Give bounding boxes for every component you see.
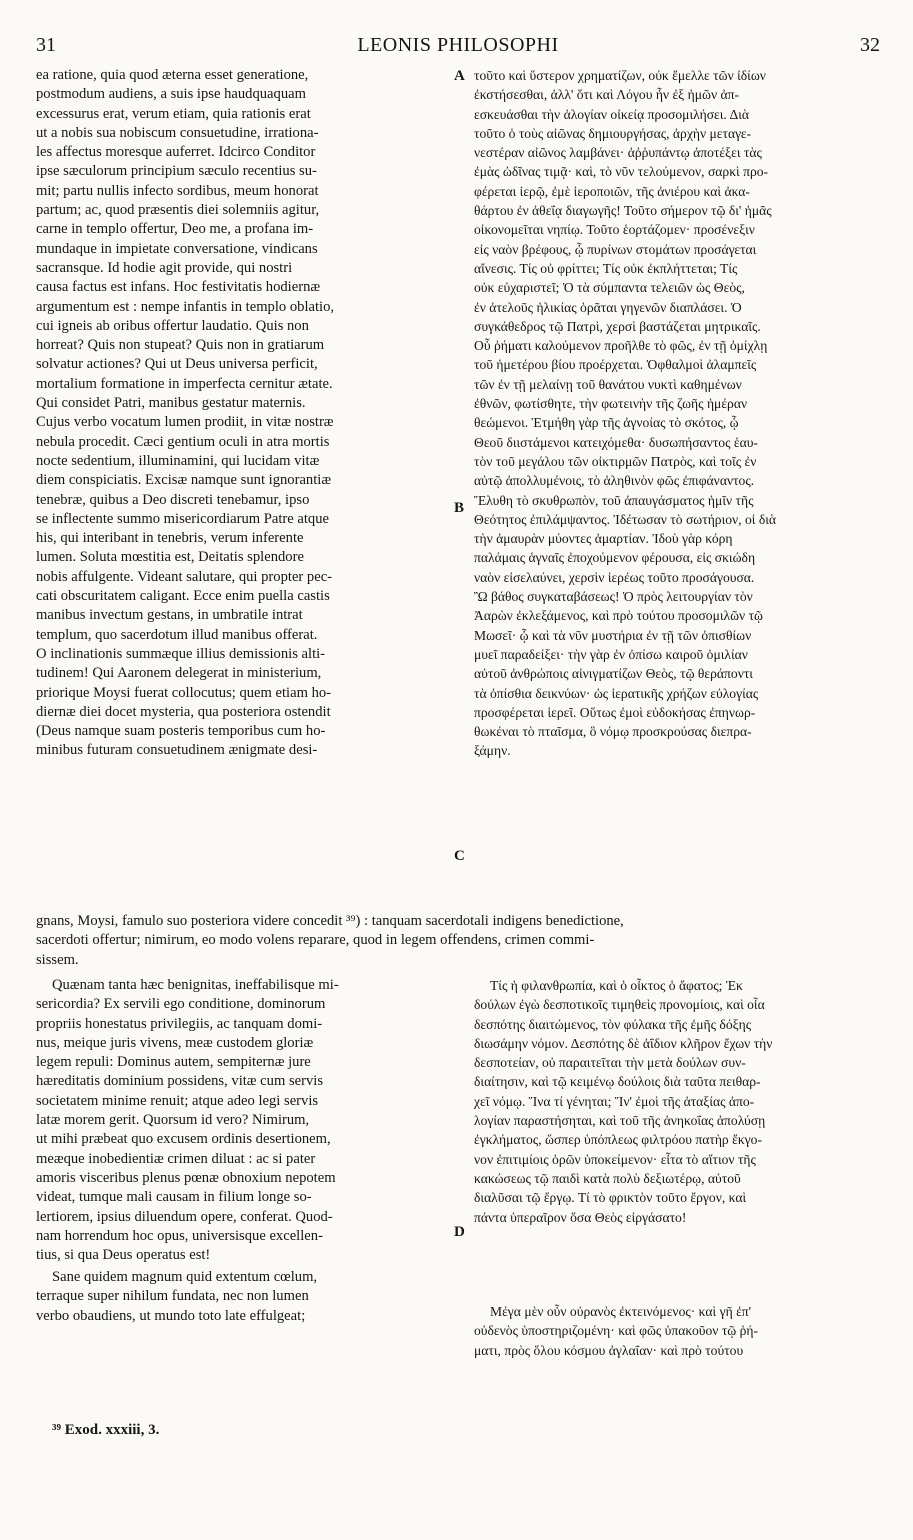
text-line: templum, quo sacerdotum illud manibus offerat. [36,626,318,643]
greek-column-top [474,66,880,761]
text-line: sericordia? Ex servili ego conditione, dominorum [36,996,326,1013]
text-line: δεσποτείαν, οὐ παραιτεῖται τὴν μετὰ δούλων συν- [474,1055,746,1071]
text-line: nocte sedentium, illuminamini, qui lucidam vitæ [36,452,320,469]
text-line: tius, si qua Deus operatus est! [36,1247,211,1264]
text-line: θεώμενοι. Ἐτμήθη γὰρ τῆς ἀγνοίας τὸ σκότος, ᾧ [474,415,739,431]
text-line: mundaque in impietate conversatione, vindicans [36,240,318,257]
text-line: (Deus namque suam posteris temporibus cum ho- [36,723,326,740]
text-line: ξάμην. [474,743,511,759]
text-line: nus, meique juris vivens, meæ custodem gloriæ [36,1034,314,1051]
text-line: mortalium formatione in imperfecta cernitur ætate. [36,375,333,392]
text-line: τοῦ ἡμετέρου βίου προέρχεται. Ὀφθαλμοὶ ἀλαμπεῖς [474,357,757,373]
page-number-left: 31 [36,34,56,56]
text-line: diem conspiciatis. Excisæ namque sunt ignorantiæ [36,472,332,489]
full-width-continuation [36,912,878,970]
text-line: les affectus moresque auferret. Idcirco Conditor [36,144,316,161]
text-line: O inclinationis summæque illius demissionis alti- [36,645,326,662]
latin-column-bottom [36,1268,450,1326]
text-line: nebula procedit. Cæci gentium oculi in atra mortis [36,433,330,450]
text-line: se inflectente summo misericordiarum Patre atque [36,510,329,527]
text-line: Cujus verbo vocatum lumen prodiit, in vitæ nostræ [36,414,334,431]
text-line: τοῦτο ὁ τοὺς αἰῶνας δημιουργήσας, ἀρχὴν μεταγε- [474,125,752,141]
text-line: verbo obaudiens, ut mundo toto late effulgeat; [36,1307,306,1324]
margin-marker-a: A [454,68,465,84]
text-line: tudinem! Qui Aaronem delegerat in ministerium, [36,665,322,682]
text-line: excessurus erat, verum etiam, quia rationis erat [36,105,311,122]
text-line: ἐθνῶν, φωτίσθητε, τὴν φωτεινὴν τῆς ζωῆς ἡμέραν [474,396,748,412]
text-line: horreat? Quis non stupeat? Quis non in gratiarum [36,337,325,354]
text-line: videat, tumque mali causam in filium longe so- [36,1189,312,1206]
text-line: cui igneis ab oribus offertur laudatio. Quis non [36,317,309,334]
text-line: Θεότητος ἐπιλάμψαντος. Ἰδέτωσαν τὸ σωτήριον, οἱ διὰ [474,511,777,527]
text-line: εσκευάσθαι τὴν ἀλογίαν οἰκείᾳ προσομιλήσει. Διὰ [474,106,749,122]
text-line: sissem. [36,951,79,968]
text-line: Ἀαρὼν ἐκλεξάμενος, καὶ πρὸ τούτου προσομιλῶν τῷ [474,608,764,624]
margin-marker-c: C [454,848,465,864]
text-line: παλάμαις ἁγναῖς ἐποχούμενον φέρουσα, εἰς σκιώδη [474,550,756,566]
text-line: αὐτοῦ ἀνθρώποις αἰνιγματίζων Θεὸς, τῷ θεράποντι [474,666,753,682]
text-line: τὴν ἀμαυρὰν μύοντες ἁμαρτίαν. Ἰδοὺ γὰρ κόρη [474,531,733,547]
text-line: gnans, Moysi, famulo suo posteriora videre concedit ³⁹) : tanquam sacerdotali indigens benedictione, [36,913,624,929]
text-line: Μωσεῖ· ᾧ καὶ τὰ νῦν μυστήρια ἐν τῇ τῶν ὀπισθίων [474,627,752,643]
text-line: cati obscuritatem caligant. Ecce enim puella castis [36,588,330,605]
text-line: νον ἐπιτιμίοις ὁρῶν ὑποκείμενον· εἶτα τὸ αἴτιον τῆς [474,1151,756,1167]
text-line: causa factus est infans. Hoc festivitatis hodiernæ [36,279,321,296]
greek-column-bottom [474,1302,880,1360]
text-line: terraque super nihilum fundata, nec non lumen [36,1288,309,1305]
text-line: ipse sæculorum principium sæculo recentius su- [36,163,317,180]
text-line: ea ratione, quia quod æterna esset generatione, [36,67,309,83]
text-line: ἐμὰς ὠδῖνας τιμᾷ· καὶ, τὸ νῦν τελούμενον, σαρκὶ προ- [474,164,769,180]
text-line: latæ morem gerit. Quorsum id vero? Nimirum, [36,1112,310,1129]
text-line: οὐδενὸς ὑποστηριζομένη· καὶ φῶς ὑπακοῦον τῷ ῥή- [474,1323,759,1339]
text-line: tenebræ, quibus a Deo discreti tenebamur, ipso [36,491,310,508]
text-line: lumen. Soluta mœstitia est, Deitatis splendore [36,549,304,566]
text-line: manibus invectum gestans, in umbratile intrat [36,607,303,624]
latin-column-top [36,66,450,761]
text-line: διωσάμην νόμον. Δεσπότης δὲ ἀΐδιον κλῆρον ἔχων τὴν [474,1035,773,1051]
text-line: minibus futuram consuetudinem ænigmate desi- [36,742,318,759]
text-line: διαίτησιν, καὶ τῷ κειμένῳ δούλοις διὰ ταῦτα πειθαρ- [474,1074,761,1090]
text-line: carne in templo offertur, Deo me, a profana im- [36,221,314,238]
text-line: Quænam tanta hæc benignitas, ineffabilisque mi- [52,977,339,993]
text-line: sacransque. Id hodie agit provide, qui nostri [36,259,293,276]
text-line: Μέγα μὲν οὖν οὐρανὸς ἐκτεινόμενος· καὶ γῆ ἐπ' [490,1304,752,1319]
text-line: amoris visceribus plenus pœnæ obnoxium nepotem [36,1169,336,1186]
text-line: postmodum audiens, a suis ipse haudquaquam [36,86,306,103]
text-line: solvatur actiones? Qui ut Deus universa perficit, [36,356,318,373]
text-line: legem repuli: Dominus autem, sempiternæ jure [36,1054,311,1071]
text-line: hæreditatis dominium possidens, vitæ cum servis [36,1073,324,1090]
margin-marker-b: B [454,500,465,516]
text-line: nam horrendum hoc opus, universisque excellen- [36,1227,323,1244]
page-number-right: 32 [860,34,880,56]
footnote: ³⁹ Exod. xxxiii, 3. [52,1422,160,1438]
text-line: argumentum est : nempe infantis in templo oblatio, [36,298,335,315]
text-line: λογίαν παραστήσηται, καὶ τοῦ τῆς ἀνηκοΐας ἀπολύσῃ [474,1113,766,1129]
text-line: lertiorem, ipsius diluendum opere, conferat. Quod- [36,1208,333,1225]
text-line: partum; ac, quod præsentis diei solemniis agitur, [36,202,320,219]
text-line: ναὸν εἰσελαύνει, χερσὶν ἱερέως τοῦτο προσάγουσα. [474,569,755,585]
text-line: meæque inobedientiæ crimen diluat : ac si pater [36,1150,316,1167]
text-line: τὸν τοῦ μεγάλου τῶν οἰκτιρμῶν Πατρὸς, καὶ τοῖς ἐν [474,453,757,469]
text-line: δεσπότης διαιτώμενος, τὸν φύλακα τῆς ἐμῆς δόξης [474,1016,752,1032]
text-line: αὐτῷ ἀπολλυμένοις, τὸ ἀληθινὸν φῶς ἐπιφάναντος. [474,473,755,489]
text-line: εἰς ναὸν βρέφους, ᾧ πυρίνων στομάτων προσάγεται [474,241,757,257]
text-line: μυεῖ παραδείξει· τὴν γὰρ ἐν ὀπίσω καιροῦ ὁμιλίαν [474,646,748,662]
text-line: οὐκ εὐχαριστεῖ; Ὁ τὰ σύμπαντα τελειῶν ὡς Θεὸς, [474,280,745,296]
text-line: diernæ diei docet mysteria, qua posteriora ostendit [36,703,331,720]
text-line: Οὗ ῥήματι καλούμενον προῆλθε τὸ φῶς, ἐν τῇ ὀμίχλῃ [474,338,768,354]
text-line: πάντα ὑπεραῖρον ὅσα Θεὸς εἰργάσατο! [474,1209,687,1225]
text-line: Ὢ βάθος συγκαταβάσεως! Ὁ πρὸς λειτουργίαν τὸν [474,589,753,605]
text-line: τοῦτο καὶ ὕστερον χρηματίζων, οὐκ ἔμελλε τῶν ἰδίων [474,68,766,83]
text-line: ut mihi præbeat quo excusem ordinis desertionem, [36,1131,331,1148]
text-line: οἰκονομεῖται νηπίῳ. Τοῦτο ἑορτάζομεν· προσένεξιν [474,222,755,238]
text-line: φέρεται ἱερῷ, ἐμὲ ἱεροποιῶν, τῆς ἀνιέρου καὶ ἀκα- [474,183,750,199]
text-line: mit; partu nullis infecto sordibus, meum honorat [36,182,319,199]
text-line: προσφέρεται ἱερεῖ. Οὕτως ἐμοὶ εὐδοκήσας ἐπηνωρ- [474,704,756,720]
text-line: θάρτου ἐν ἀθεΐᾳ διαγωγῆς! Τοῦτο σήμερον τῷ δι' ἡμᾶς [474,203,772,219]
text-line: τὰ ὀπίσθια δεικνύων· ὡς ἱερατικῆς χρήζων εὐλογίας [474,685,759,701]
text-line: Sane quidem magnum quid extentum cœlum, [52,1269,318,1285]
text-line: συγκάθεδρος τῷ Πατρὶ, χερσὶ βαστάζεται μητρικαῖς. [474,318,761,334]
text-line: κακώσεως τῷ παιδὶ κατὰ πολὺ δεξιωτέρῳ, αὐτοῦ [474,1170,741,1186]
text-line: δούλων ἐγὼ δεσποτικοῖς τιμηθεὶς προνομίοις, καὶ οἷα [474,997,765,1013]
page-header [36,34,880,64]
text-line: ut a nobis sua nobiscum consuetudine, irrationa- [36,124,319,141]
text-line: ἐν ἀτελοῦς ἡλικίας ὁρᾶται γηγενῶν διαπλάσει. Ὁ [474,299,742,315]
text-line: διαλῦσαι τῷ ἔργῳ. Τί τὸ φρικτὸν τοῦτο ἔργον, καὶ [474,1190,747,1206]
text-line: his, qui interibant in tenebris, verum inferente [36,530,304,547]
text-line: sacerdoti offertur; nimirum, eo modo volens reparare, quod in legem offendens, crimen commi- [36,932,595,949]
text-line: ἐγκλήματος, ὥσπερ ὑπόπλεως φιλτρόου πατὴρ ἔκγο- [474,1132,762,1148]
text-line: Τίς ἡ φιλανθρωπία, καὶ ὁ οἶκτος ὁ ἄφατος; Ἐκ [490,978,743,993]
greek-column-middle [474,976,880,1227]
text-line: Qui considet Patri, manibus gestatur maternis. [36,395,306,412]
text-line: νεστέραν αἰῶνος λαμβάνει· ἀῤῥυπάντῳ ἀποτέξει τὰς [474,145,762,161]
text-line: θωκέναι τὸ πταῖσμα, ὃ νόμῳ προσκρούσας διεπρα- [474,724,752,740]
text-line: societatem minime renuit; atque adeo legi servis [36,1092,319,1109]
text-line: ματι, πρὸς ὅλου κόσμου ἀγλαΐαν· καὶ πρὸ τούτου [474,1342,744,1358]
text-line: priorique Moysi fuerat collocutus; quem etiam ho- [36,684,332,701]
text-line: ἐκστήσεσθαι, ἀλλ' ὅτι καὶ Λόγου ἦν ἐξ ἡμῶν ἀπ- [474,87,740,103]
running-title: LEONIS PHILOSOPHI [357,34,559,56]
text-line: nobis affulgente. Videant salutare, qui propter pec- [36,568,333,585]
text-line: Ἔλυθη τὸ σκυθρωπὸν, τοῦ ἀπαυγάσματος ἡμῖν τῆς [474,492,754,508]
text-line: propriis honestatus privilegiis, ac tanquam domi- [36,1015,323,1032]
margin-marker-d: D [454,1224,465,1240]
text-line: αἴνεσις. Τίς οὐ φρίττει; Τίς οὐκ ἐκπλήττεται; Τίς [474,260,738,276]
latin-column-middle [36,976,450,1265]
text-line: Θεοῦ διιστάμενοι κατειχόμεθα· δυσωπήσαντος ἑαυ- [474,434,758,450]
text-line: τῶν ἐν τῇ μελαίνῃ τοῦ θανάτου νυκτὶ καθημένων [474,376,742,392]
text-line: χεῖ νόμῳ. Ἵνα τί γένηται; Ἵν' ἐμοὶ τῆς ἀταξίας ἀπο- [474,1093,755,1109]
